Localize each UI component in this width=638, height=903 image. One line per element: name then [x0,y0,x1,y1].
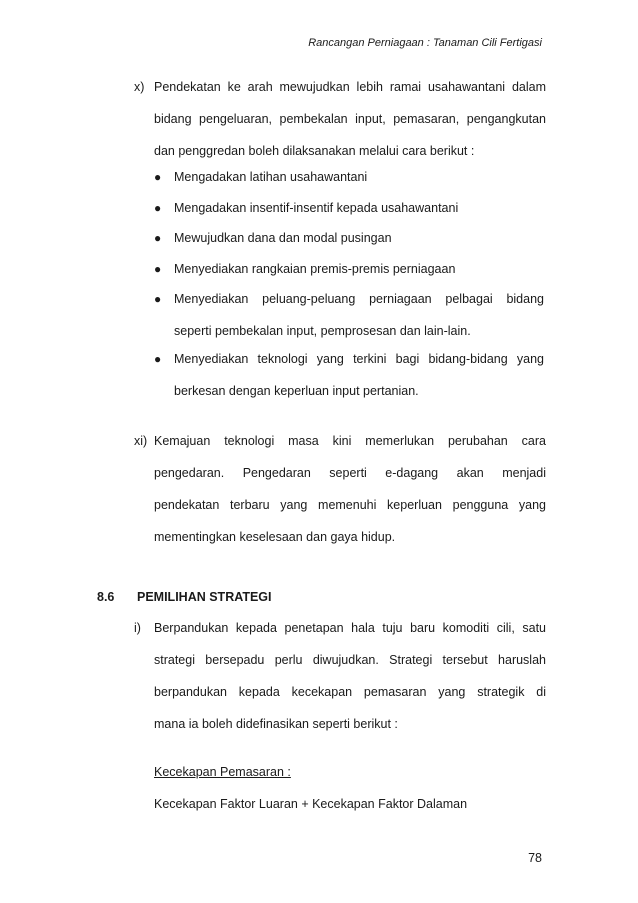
bullet-text: Mengadakan insentif-insentif kepada usahawantani [174,201,459,215]
bullet-icon: ● [154,231,162,245]
bullet-text: Mewujudkan dana dan modal pusingan [174,231,392,245]
bullet-icon: ● [154,292,162,306]
item-x-marker: x) [134,80,145,94]
item-i-line: berpandukan kepada kecekapan pemasaran yang strategik di [154,685,546,699]
bullet-text: Menyediakan peluang-peluang perniagaan pelbagai bidang [174,292,544,306]
item-i-marker: i) [134,621,141,635]
bullet-icon: ● [154,262,162,276]
item-xi-line: mementingkan keselesaan dan gaya hidup. [154,530,396,544]
item-xi-line: Kemajuan teknologi masa kini memerlukan perubahan cara [154,434,546,448]
bullet-text: Menyediakan teknologi yang terkini bagi bidang-bidang yang [174,352,544,366]
bullet-text: seperti pembekalan input, pemprosesan dan lain-lain. [174,324,471,338]
bullet-text: berkesan dengan keperluan input pertanian. [174,384,419,398]
page-number: 78 [528,851,542,865]
subheading: Kecekapan Pemasaran : [154,765,291,779]
bullet-text: Menyediakan rangkaian premis-premis perniagaan [174,262,456,276]
item-i-line: mana ia boleh didefinasikan seperti berikut : [154,717,398,731]
item-i-line: Berpandukan kepada penetapan hala tuju baru komoditi cili, satu [154,621,546,635]
section-title: PEMILIHAN STRATEGI [137,590,272,604]
bullet-icon: ● [154,352,162,366]
running-header: Rancangan Perniagaan : Tanaman Cili Fertigasi [308,37,542,49]
section-number: 8.6 [97,590,115,604]
item-x-line: bidang pengeluaran, pembekalan input, pemasaran, pengangkutan [154,112,546,126]
item-x-line: Pendekatan ke arah mewujudkan lebih ramai usahawantani dalam [154,80,546,94]
formula-text: Kecekapan Faktor Luaran + Kecekapan Faktor Dalaman [154,797,468,811]
item-xi-marker: xi) [134,434,148,448]
bullet-text: Mengadakan latihan usahawantani [174,170,368,184]
item-i-line: strategi bersepadu perlu diwujudkan. Strategi tersebut haruslah [154,653,546,667]
bullet-icon: ● [154,170,162,184]
bullet-icon: ● [154,201,162,215]
item-xi-line: pendekatan terbaru yang memenuhi keperluan pengguna yang [154,498,546,512]
item-xi-line: pengedaran. Pengedaran seperti e-dagang akan menjadi [154,466,546,480]
item-x-line: dan penggredan boleh dilaksanakan melalui cara berikut : [154,144,475,158]
